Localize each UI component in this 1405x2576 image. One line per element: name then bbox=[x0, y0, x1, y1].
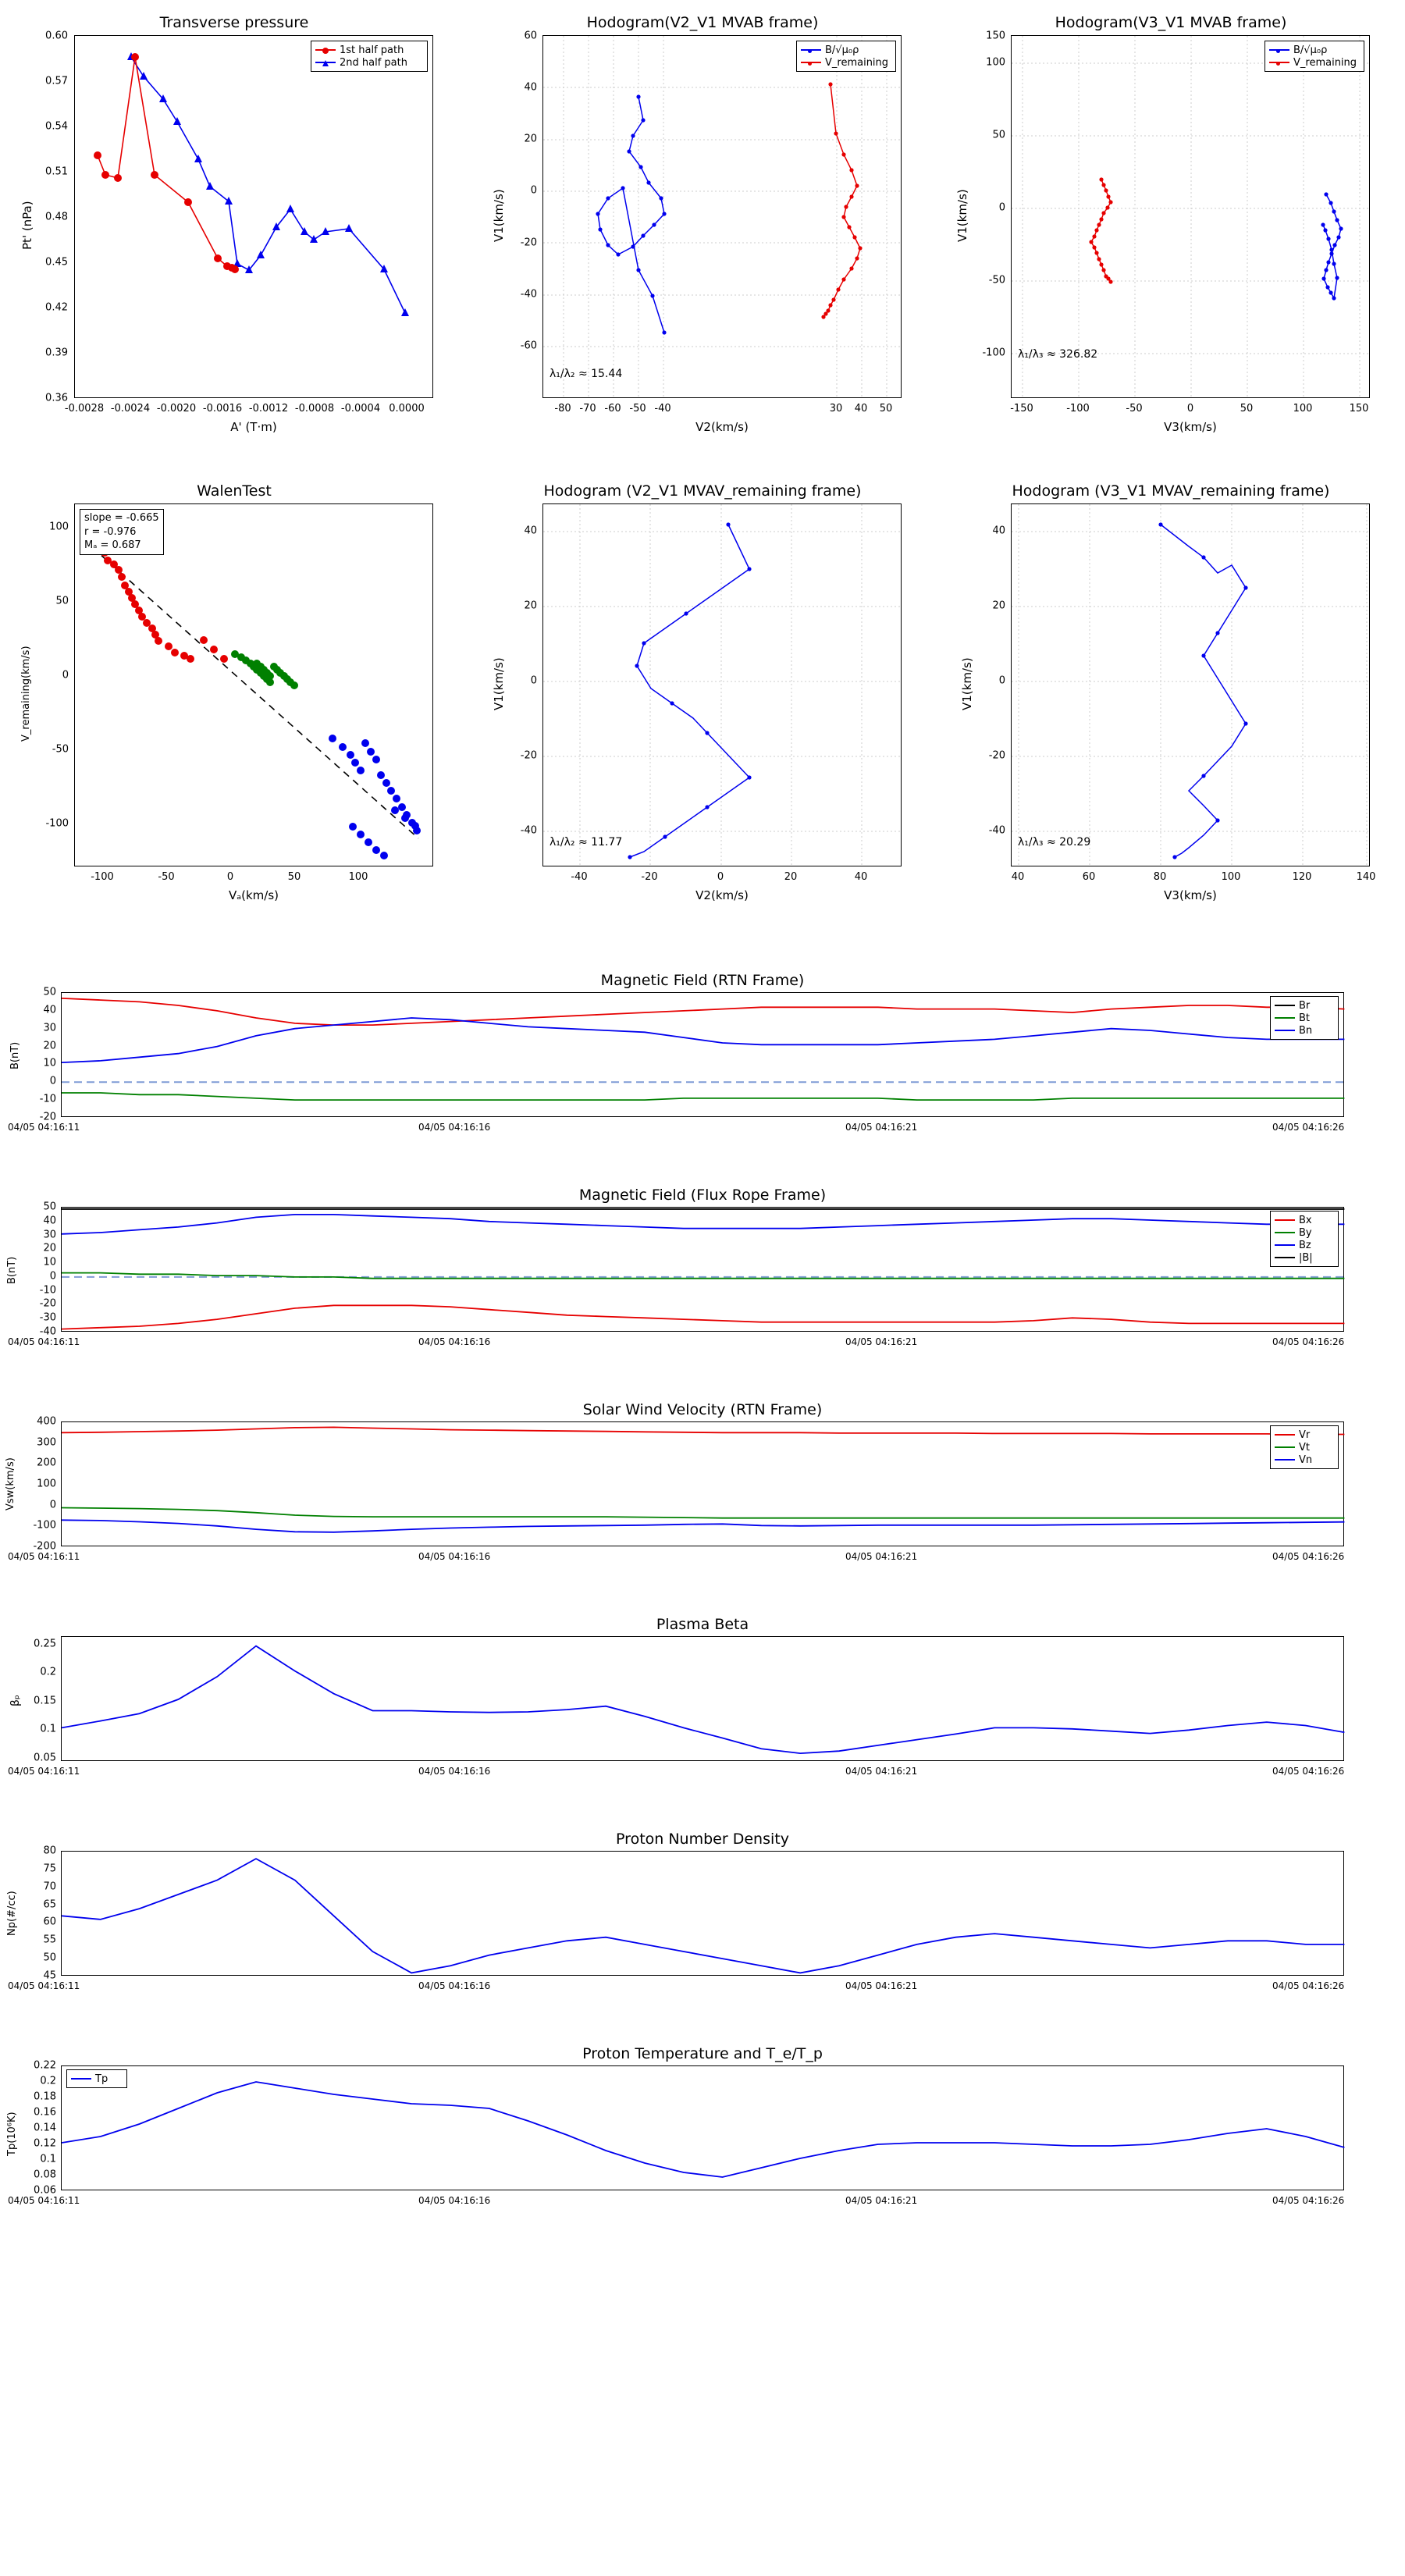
plot-area bbox=[74, 35, 433, 398]
panel-solar-wind-velocity bbox=[0, 1401, 1405, 1581]
x-tick: 04/05 04:16:16 bbox=[418, 1336, 491, 1347]
x-tick: 04/05 04:16:16 bbox=[418, 2195, 491, 2206]
plot-area bbox=[1011, 35, 1370, 398]
y-tick: 0 bbox=[530, 674, 537, 687]
solar-wind-series bbox=[62, 1422, 1345, 1547]
x-axis-label: V3(km/s) bbox=[1164, 888, 1217, 902]
y-tick: -100 bbox=[45, 817, 69, 830]
y-tick: -20 bbox=[39, 1111, 56, 1123]
y-tick: 0.08 bbox=[34, 2169, 56, 2181]
plot-area bbox=[61, 1851, 1344, 1976]
x-axis-label: A' (T·m) bbox=[230, 420, 277, 434]
y-tick: 0.36 bbox=[45, 392, 68, 404]
x-tick: 04/05 04:16:21 bbox=[845, 1122, 918, 1133]
panel-hodogram-v3v1-mvab bbox=[937, 0, 1405, 453]
y-axis-label: Tp(10⁶K) bbox=[6, 2112, 18, 2156]
y-tick: 0.1 bbox=[40, 1723, 56, 1735]
panel-title: Hodogram(V2_V1 MVAB frame) bbox=[586, 14, 819, 31]
y-tick: 0 bbox=[62, 669, 69, 681]
y-tick: 65 bbox=[43, 1898, 56, 1911]
y-axis-label: Pt' (nPa) bbox=[20, 201, 34, 250]
x-tick: 04/05 04:16:16 bbox=[418, 1766, 491, 1777]
y-tick: 0.1 bbox=[40, 2153, 56, 2165]
panel-hodogram-v2v1-mvav bbox=[468, 468, 937, 921]
y-axis-label: B(nT) bbox=[6, 1256, 18, 1284]
x-tick: -100 bbox=[1066, 403, 1090, 415]
x-tick: 04/05 04:16:11 bbox=[8, 1551, 80, 1562]
x-tick: 04/05 04:16:21 bbox=[845, 1551, 918, 1562]
y-tick: -20 bbox=[988, 749, 1005, 762]
x-tick: -150 bbox=[1010, 403, 1033, 415]
y-tick: 60 bbox=[524, 30, 537, 42]
eigenvalue-ratio-annotation: λ₁/λ₂ ≈ 11.77 bbox=[550, 836, 623, 849]
panel-title: WalenTest bbox=[197, 482, 272, 500]
walen-scatter bbox=[75, 504, 434, 867]
y-tick: 0.14 bbox=[34, 2122, 56, 2134]
x-tick: -60 bbox=[604, 403, 621, 415]
panel-title: Hodogram(V3_V1 MVAB frame) bbox=[1055, 14, 1287, 31]
x-tick: -0.0024 bbox=[110, 403, 151, 415]
y-tick: 70 bbox=[43, 1880, 56, 1893]
y-tick: 0.51 bbox=[45, 165, 68, 178]
legend-label: V_remaining bbox=[1293, 56, 1357, 69]
y-tick: 50 bbox=[43, 1952, 56, 1964]
x-tick: 100 bbox=[1293, 403, 1313, 415]
y-tick: 0.2 bbox=[40, 2075, 56, 2087]
y-tick: 20 bbox=[524, 600, 537, 612]
y-tick: 20 bbox=[43, 1040, 56, 1052]
plot-area bbox=[61, 1207, 1344, 1332]
x-tick: 50 bbox=[1240, 403, 1254, 415]
walen-stats-box bbox=[80, 509, 164, 555]
y-tick: 45 bbox=[43, 1969, 56, 1982]
legend-label: Bn bbox=[1299, 1024, 1313, 1037]
legend bbox=[1270, 996, 1339, 1040]
walen-slope: slope = -0.665 bbox=[84, 512, 159, 524]
legend bbox=[1264, 41, 1364, 72]
y-tick: 20 bbox=[43, 1242, 56, 1254]
x-tick: -20 bbox=[641, 871, 658, 883]
y-tick: -100 bbox=[33, 1519, 56, 1532]
y-tick: 0.16 bbox=[34, 2106, 56, 2119]
x-tick: 150 bbox=[1349, 403, 1369, 415]
legend bbox=[1270, 1425, 1339, 1469]
eigenvalue-ratio-annotation: λ₁/λ₃ ≈ 326.82 bbox=[1018, 348, 1098, 361]
panel-title: Magnetic Field (Flux Rope Frame) bbox=[578, 1187, 827, 1204]
y-tick: 0.06 bbox=[34, 2184, 56, 2197]
x-tick: 50 bbox=[879, 403, 893, 415]
y-tick: 20 bbox=[992, 600, 1005, 612]
panel-title: Hodogram (V3_V1 MVAV_remaining frame) bbox=[1012, 482, 1330, 500]
y-tick: 100 bbox=[986, 56, 1005, 69]
x-tick: 100 bbox=[1221, 871, 1241, 883]
legend-label: B/√μ₀ρ bbox=[1293, 44, 1328, 56]
x-tick: -40 bbox=[571, 871, 588, 883]
panel-title: Plasma Beta bbox=[656, 1616, 749, 1633]
legend-label: 2nd half path bbox=[340, 56, 407, 69]
y-tick: 0.25 bbox=[34, 1638, 56, 1650]
hodogram-v2v1-mvav-series bbox=[543, 504, 902, 867]
y-tick: 300 bbox=[37, 1436, 56, 1449]
y-tick: -40 bbox=[988, 824, 1005, 837]
plot-area bbox=[61, 2065, 1344, 2190]
y-tick: -20 bbox=[520, 749, 537, 762]
x-tick: 04/05 04:16:26 bbox=[1272, 1122, 1345, 1133]
panel-magnetic-field-rtn bbox=[0, 972, 1405, 1151]
y-tick: 40 bbox=[524, 81, 537, 94]
x-tick: 04/05 04:16:21 bbox=[845, 1766, 918, 1777]
y-tick: 0.2 bbox=[40, 1666, 56, 1678]
y-tick: 30 bbox=[43, 1229, 56, 1241]
panel-title: Proton Temperature and T_e/T_p bbox=[582, 2045, 823, 2062]
x-tick: 04/05 04:16:26 bbox=[1272, 2195, 1345, 2206]
x-tick: 04/05 04:16:16 bbox=[418, 1980, 491, 1991]
y-tick: 30 bbox=[43, 1022, 56, 1034]
mag-fluxrope-series bbox=[62, 1208, 1345, 1332]
y-tick: -200 bbox=[33, 1540, 56, 1553]
legend-label: Br bbox=[1299, 999, 1311, 1012]
y-tick: 80 bbox=[43, 1845, 56, 1857]
y-axis-label: Np(#/cc) bbox=[6, 1891, 18, 1936]
x-tick: 40 bbox=[1011, 871, 1025, 883]
legend bbox=[311, 41, 428, 72]
y-tick: -50 bbox=[988, 274, 1005, 286]
y-tick: 0 bbox=[530, 184, 537, 197]
panel-magnetic-field-flux-rope bbox=[0, 1187, 1405, 1366]
y-tick: 40 bbox=[992, 525, 1005, 537]
eigenvalue-ratio-annotation: λ₁/λ₃ ≈ 20.29 bbox=[1018, 836, 1091, 849]
y-axis-label: βₚ bbox=[9, 1695, 22, 1706]
panel-hodogram-v3v1-mvav bbox=[937, 468, 1405, 921]
x-axis-label: V3(km/s) bbox=[1164, 420, 1217, 434]
panel-title: Solar Wind Velocity (RTN Frame) bbox=[582, 1401, 823, 1418]
x-tick: 100 bbox=[348, 871, 368, 883]
y-axis-label: V1(km/s) bbox=[492, 189, 506, 242]
y-tick: 0.12 bbox=[34, 2137, 56, 2150]
x-tick: -50 bbox=[158, 871, 175, 883]
y-tick: -30 bbox=[39, 1311, 56, 1324]
y-tick: -40 bbox=[520, 288, 537, 301]
panel-title: Magnetic Field (RTN Frame) bbox=[600, 972, 805, 989]
panel-plasma-beta bbox=[0, 1616, 1405, 1795]
x-tick: 120 bbox=[1292, 871, 1312, 883]
y-tick: 0.22 bbox=[34, 2059, 56, 2072]
x-tick: 0 bbox=[717, 871, 724, 883]
eigenvalue-ratio-annotation: λ₁/λ₂ ≈ 15.44 bbox=[550, 368, 623, 380]
x-tick: -100 bbox=[91, 871, 114, 883]
y-tick: 0.42 bbox=[45, 301, 68, 314]
legend-label: Bt bbox=[1299, 1012, 1311, 1024]
panel-proton-temperature bbox=[0, 2045, 1405, 2233]
y-tick: 55 bbox=[43, 1934, 56, 1946]
y-tick: 50 bbox=[55, 595, 69, 607]
x-tick: 04/05 04:16:21 bbox=[845, 1336, 918, 1347]
x-tick: 04/05 04:16:26 bbox=[1272, 1766, 1345, 1777]
y-tick: 0.48 bbox=[45, 211, 68, 223]
y-tick: 10 bbox=[43, 1057, 56, 1069]
y-tick: 0 bbox=[49, 1499, 56, 1511]
x-tick: 50 bbox=[287, 871, 301, 883]
y-tick: 150 bbox=[986, 30, 1005, 42]
y-tick: -50 bbox=[52, 743, 69, 756]
y-tick: 10 bbox=[43, 1256, 56, 1268]
x-axis-label: V2(km/s) bbox=[695, 888, 749, 902]
x-tick: 04/05 04:16:21 bbox=[845, 1980, 918, 1991]
plot-area bbox=[1011, 503, 1370, 866]
y-tick: 100 bbox=[37, 1478, 56, 1490]
y-axis-label: V1(km/s) bbox=[955, 189, 969, 242]
y-tick: 200 bbox=[37, 1457, 56, 1469]
walen-ma: Mₐ = 0.687 bbox=[84, 539, 141, 552]
y-tick: 0.39 bbox=[45, 347, 68, 359]
y-tick: -60 bbox=[520, 340, 537, 352]
panel-hodogram-v2v1-mvab bbox=[468, 0, 937, 453]
y-axis-label: B(nT) bbox=[9, 1041, 21, 1069]
y-tick: 60 bbox=[43, 1916, 56, 1928]
x-tick: 04/05 04:16:11 bbox=[8, 2195, 80, 2206]
x-tick: -50 bbox=[629, 403, 646, 415]
y-tick: -40 bbox=[520, 824, 537, 837]
x-tick: 04/05 04:16:21 bbox=[845, 2195, 918, 2206]
y-tick: 0.45 bbox=[45, 256, 68, 269]
y-tick: 400 bbox=[37, 1415, 56, 1428]
panel-title: Transverse pressure bbox=[159, 14, 309, 31]
y-tick: -20 bbox=[520, 237, 537, 249]
walen-r: r = -0.976 bbox=[84, 525, 137, 538]
x-tick: -50 bbox=[1126, 403, 1143, 415]
x-tick: 0 bbox=[226, 871, 234, 883]
x-tick: 20 bbox=[784, 871, 798, 883]
plot-area bbox=[74, 503, 433, 866]
plot-area bbox=[61, 1636, 1344, 1761]
plot-area bbox=[61, 1421, 1344, 1546]
y-tick: -100 bbox=[982, 347, 1005, 359]
y-tick: 0.60 bbox=[45, 30, 68, 42]
legend-label: V_remaining bbox=[825, 56, 889, 69]
x-tick: 04/05 04:16:26 bbox=[1272, 1980, 1345, 1991]
legend-label: |B| bbox=[1299, 1251, 1313, 1264]
y-axis-label: Vsw(km/s) bbox=[5, 1457, 16, 1510]
y-tick: -40 bbox=[39, 1325, 56, 1338]
hodogram-v2v1-mvab-series bbox=[543, 36, 902, 399]
plot-area bbox=[542, 503, 902, 866]
x-tick: -80 bbox=[554, 403, 571, 415]
x-tick: -70 bbox=[579, 403, 596, 415]
panel-title: Proton Number Density bbox=[616, 1831, 789, 1848]
legend-label: Vr bbox=[1299, 1429, 1311, 1441]
plot-area bbox=[61, 992, 1344, 1117]
x-tick: 60 bbox=[1082, 871, 1096, 883]
hodogram-v3v1-mvav-series bbox=[1012, 504, 1371, 867]
x-tick: 04/05 04:16:11 bbox=[8, 1980, 80, 1991]
y-tick: 20 bbox=[524, 133, 537, 145]
x-axis-label: V2(km/s) bbox=[695, 420, 749, 434]
y-tick: 0.05 bbox=[34, 1752, 56, 1763]
panel-walen-test bbox=[0, 468, 468, 921]
y-tick: 40 bbox=[43, 1004, 56, 1016]
x-tick: 0.0000 bbox=[389, 403, 425, 415]
y-tick: 0.18 bbox=[34, 2090, 56, 2103]
x-tick: 04/05 04:16:16 bbox=[418, 1122, 491, 1133]
y-tick: -20 bbox=[39, 1297, 56, 1310]
y-tick: 0 bbox=[998, 674, 1005, 687]
x-tick: -40 bbox=[654, 403, 671, 415]
x-tick: 0 bbox=[1186, 403, 1194, 415]
panel-title: Hodogram (V2_V1 MVAV_remaining frame) bbox=[543, 482, 862, 500]
y-tick: -10 bbox=[39, 1284, 56, 1297]
legend-label: B/√μ₀ρ bbox=[825, 44, 859, 56]
y-tick: 50 bbox=[992, 129, 1005, 141]
y-axis-label: V_remaining(km/s) bbox=[20, 646, 32, 742]
hodogram-v3v1-mvab-series bbox=[1012, 36, 1371, 399]
y-tick: 0 bbox=[49, 1075, 56, 1087]
x-tick: -0.0004 bbox=[340, 403, 381, 415]
y-tick: 0.57 bbox=[45, 75, 68, 87]
y-tick: 100 bbox=[49, 521, 69, 533]
legend bbox=[796, 41, 896, 72]
panel-transverse-pressure bbox=[0, 0, 468, 453]
proton-temperature-series bbox=[62, 2066, 1345, 2191]
proton-density-series bbox=[62, 1852, 1345, 1976]
x-tick: -0.0008 bbox=[294, 403, 335, 415]
y-tick: -10 bbox=[39, 1093, 56, 1105]
mag-rtn-series bbox=[62, 993, 1345, 1118]
y-tick: 0.54 bbox=[45, 120, 68, 133]
legend-label: Vn bbox=[1299, 1453, 1313, 1466]
y-tick: 0.15 bbox=[34, 1695, 56, 1707]
x-tick: 04/05 04:16:26 bbox=[1272, 1551, 1345, 1562]
y-tick: 75 bbox=[43, 1863, 56, 1875]
y-tick: 40 bbox=[43, 1215, 56, 1227]
legend bbox=[1270, 1211, 1339, 1267]
x-tick: 04/05 04:16:11 bbox=[8, 1122, 80, 1133]
legend-label: By bbox=[1299, 1226, 1312, 1239]
y-tick: 0 bbox=[998, 201, 1005, 214]
legend-label: Bx bbox=[1299, 1214, 1312, 1226]
x-tick: 140 bbox=[1356, 871, 1376, 883]
legend-label: Bz bbox=[1299, 1239, 1311, 1251]
legend-label: 1st half path bbox=[340, 44, 404, 56]
x-axis-label: Vₐ(km/s) bbox=[228, 888, 279, 902]
legend-label: Vt bbox=[1299, 1441, 1310, 1453]
x-tick: -0.0028 bbox=[64, 403, 105, 415]
x-tick: -0.0016 bbox=[202, 403, 243, 415]
plasma-beta-series bbox=[62, 1637, 1345, 1762]
y-axis-label: V1(km/s) bbox=[960, 657, 974, 710]
legend-label: Tp bbox=[95, 2073, 108, 2085]
x-tick: -0.0020 bbox=[156, 403, 197, 415]
y-tick: 40 bbox=[524, 525, 537, 537]
y-tick: 0 bbox=[49, 1270, 56, 1283]
plot-area bbox=[542, 35, 902, 398]
x-tick: 04/05 04:16:16 bbox=[418, 1551, 491, 1562]
x-tick: -0.0012 bbox=[248, 403, 289, 415]
transverse-pressure-series bbox=[75, 36, 434, 399]
x-tick: 40 bbox=[854, 871, 868, 883]
x-tick: 04/05 04:16:26 bbox=[1272, 1336, 1345, 1347]
x-tick: 40 bbox=[854, 403, 868, 415]
x-tick: 80 bbox=[1153, 871, 1167, 883]
y-tick: 50 bbox=[43, 1201, 56, 1213]
x-tick: 04/05 04:16:11 bbox=[8, 1766, 80, 1777]
x-tick: 30 bbox=[829, 403, 843, 415]
x-tick: 04/05 04:16:11 bbox=[8, 1336, 80, 1347]
y-axis-label: V1(km/s) bbox=[492, 657, 506, 710]
legend bbox=[66, 2069, 127, 2088]
panel-proton-number-density bbox=[0, 1831, 1405, 2010]
y-tick: 50 bbox=[43, 986, 56, 998]
